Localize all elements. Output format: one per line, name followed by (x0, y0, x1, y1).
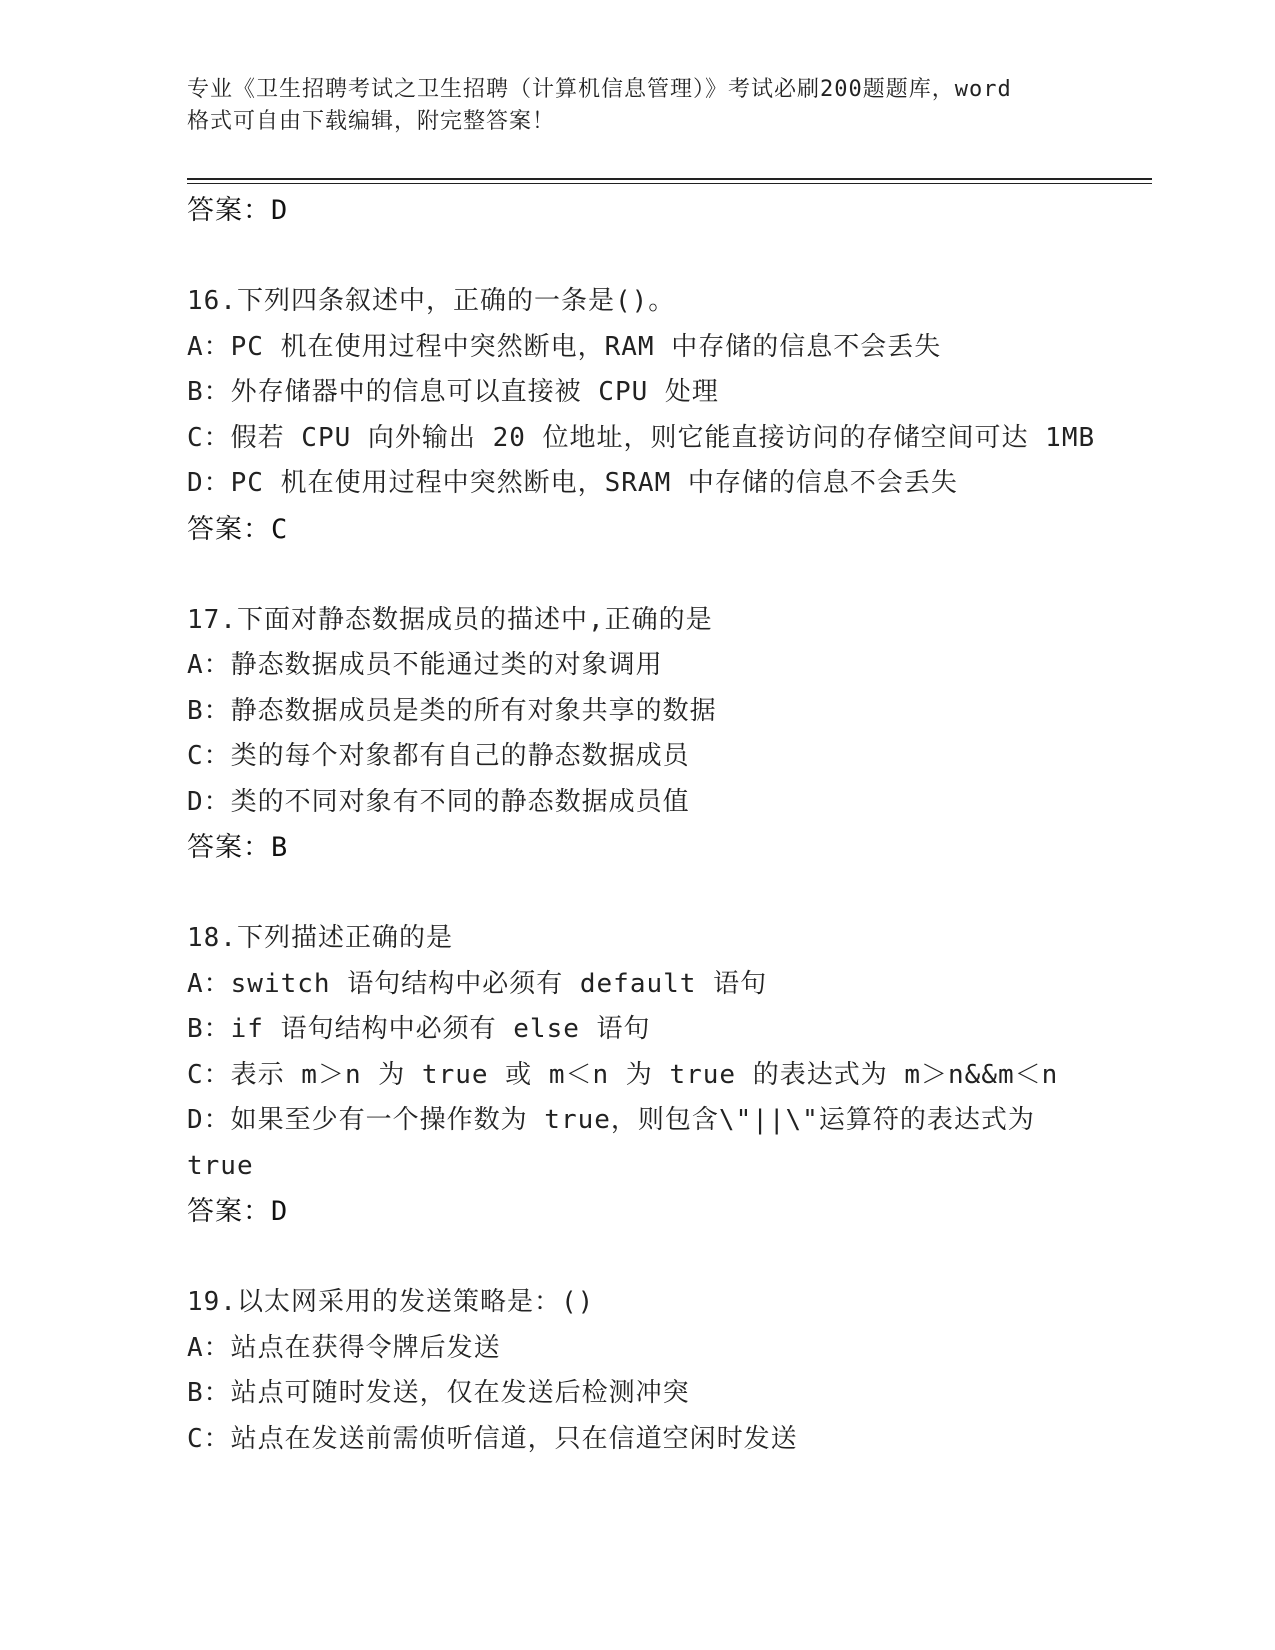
questions-content (187, 188, 1147, 1462)
option-b: B：静态数据成员是类的所有对象共享的数据 (187, 695, 717, 726)
answer-line (187, 188, 1147, 234)
answer-value: B (271, 832, 289, 863)
block-gap (187, 552, 1147, 598)
option-b: B：外存储器中的信息可以直接被 CPU 处理 (187, 377, 719, 407)
question-block (187, 598, 1147, 871)
header-line-1: 专业《卫生招聘考试之卫生招聘（计算机信息管理）》考试必刷200题题库，word (187, 77, 1012, 102)
answer-value: D (271, 195, 289, 226)
option-b: B：站点可随时发送，仅在发送后检测冲突 (187, 1378, 690, 1408)
block-gap (187, 234, 1147, 280)
question-stem: 18.下列描述正确的是 (187, 923, 453, 953)
answer-line (187, 825, 1147, 871)
answer-label: 答案： (187, 832, 271, 863)
block-gap (187, 871, 1147, 917)
option-c: C：站点在发送前需侦听信道，只在信道空闲时发送 (187, 1423, 798, 1454)
question-stem: 17.下面对静态数据成员的描述中,正确的是 (187, 604, 713, 635)
answer-label: 答案： (187, 513, 271, 545)
option-c: C：假若 CPU 向外输出 20 位地址，则它能直接访问的存储空间可达 1MB (187, 422, 1096, 453)
answer-label: 答案： (187, 195, 271, 226)
option-d: D：类的不同对象有不同的静态数据成员值 (187, 786, 690, 817)
question-block (187, 1280, 1147, 1462)
option-a: A：静态数据成员不能通过类的对象调用 (187, 650, 663, 680)
option-a: A：PC 机在使用过程中突然断电，RAM 中存储的信息不会丢失 (187, 331, 942, 362)
block-gap (187, 1235, 1147, 1281)
answer-value: C (271, 513, 289, 545)
option-a: A：switch 语句结构中必须有 default 语句 (187, 968, 768, 999)
question-block (187, 916, 1147, 1235)
header-line-2: 格式可自由下载编辑，附完整答案！ (187, 109, 556, 134)
option-d: D：PC 机在使用过程中突然断电，SRAM 中存储的信息不会丢失 (187, 468, 958, 498)
option-c: C：类的每个对象都有自己的静态数据成员 (187, 741, 690, 771)
answer-value: D (271, 1196, 289, 1227)
question-stem: 16.下列四条叙述中，正确的一条是()。 (187, 286, 676, 316)
header-rule-thick (187, 178, 1152, 180)
answer-line (187, 507, 1147, 553)
question-block (187, 279, 1147, 552)
answer-line (187, 1189, 1147, 1235)
option-d: D：如果至少有一个操作数为 true，则包含\"||\"运算符的表达式为 (187, 1105, 1035, 1135)
option-c: C：表示 m＞n 为 true 或 m＜n 为 true 的表达式为 m＞n&&m＜n (187, 1059, 1059, 1090)
option-b: B：if 语句结构中必须有 else 语句 (187, 1014, 651, 1044)
document-header (187, 74, 1087, 138)
option-a: A：站点在获得令牌后发送 (187, 1332, 501, 1363)
option-d-continued: true (187, 1150, 254, 1181)
answer-label: 答案： (187, 1196, 271, 1227)
question-stem: 19.以太网采用的发送策略是：() (187, 1287, 595, 1317)
header-rule-thin (187, 183, 1152, 184)
